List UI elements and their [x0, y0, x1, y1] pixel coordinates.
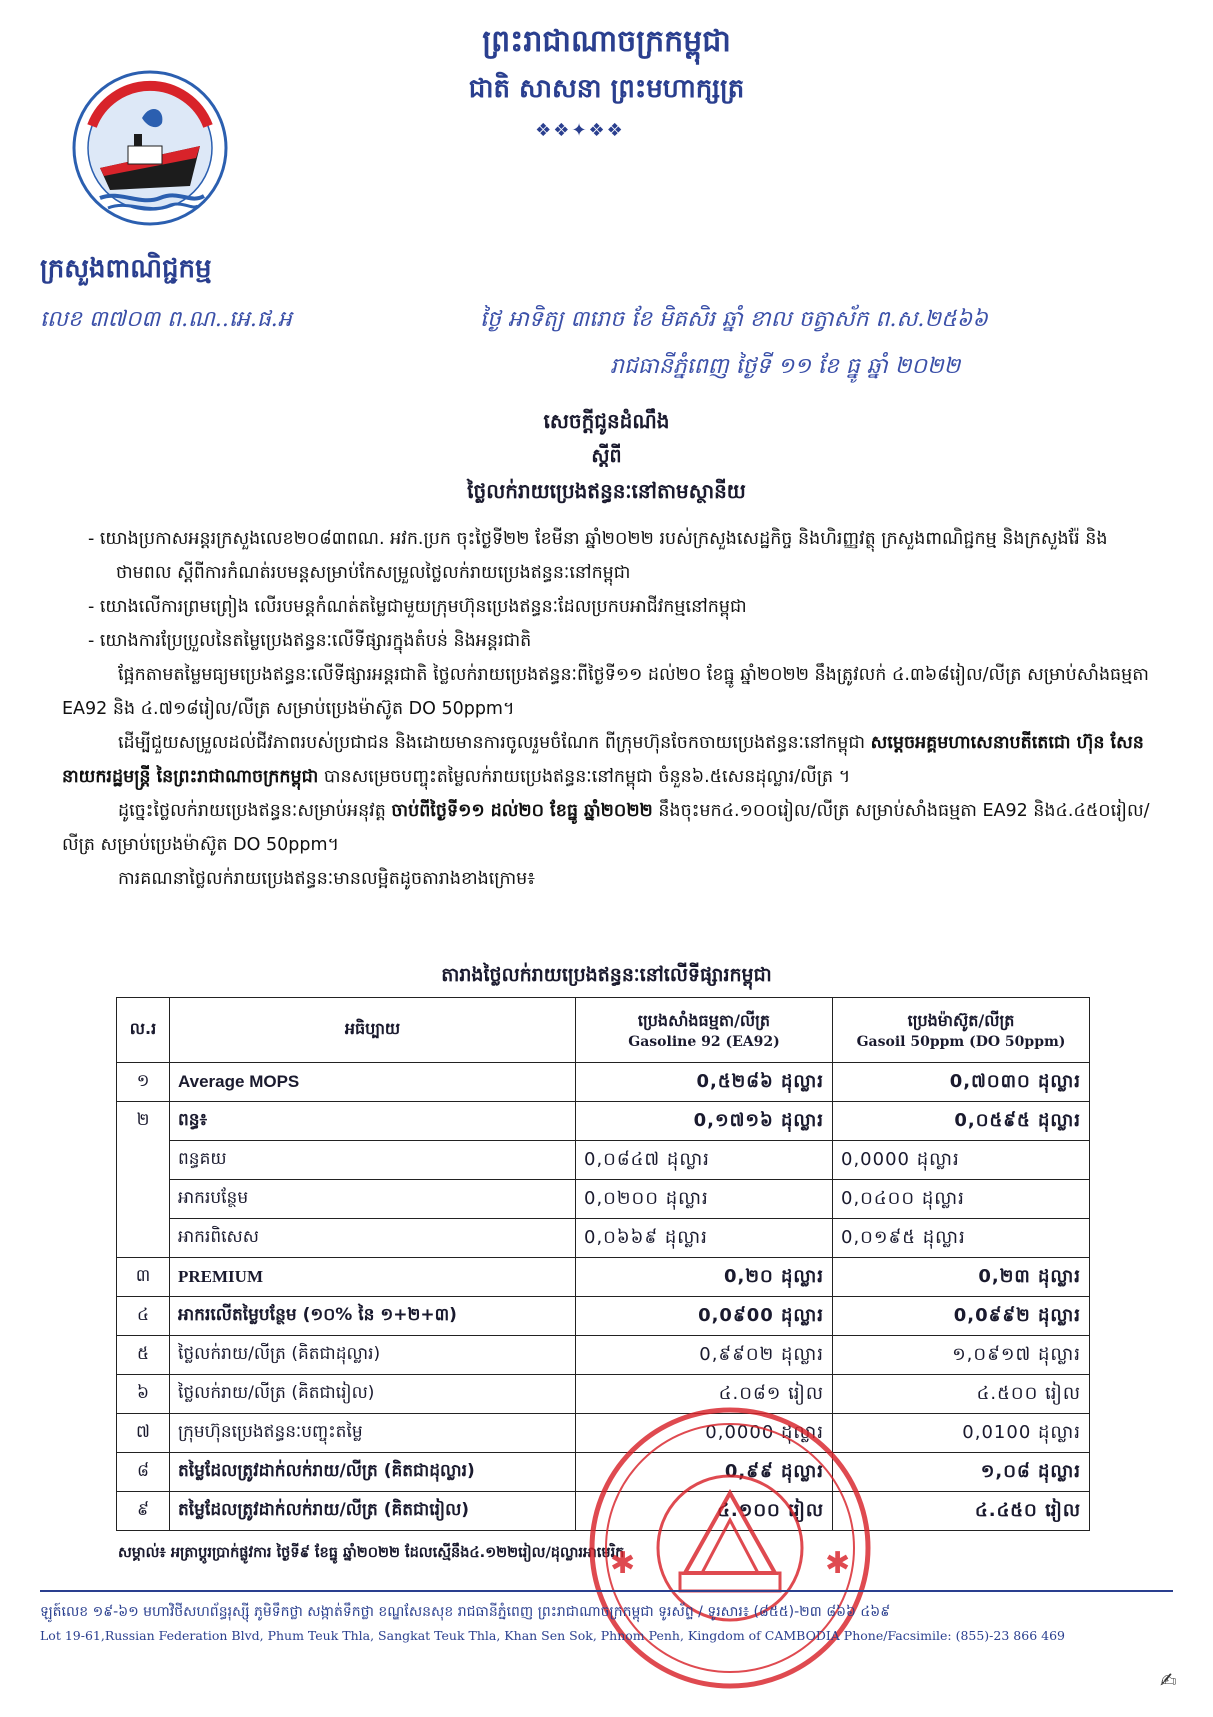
svg-text:✱: ✱ [825, 1546, 851, 1581]
row-diesel: 0,៧០៣០ ដុល្លារ [833, 1063, 1090, 1102]
header-diesel [833, 998, 1090, 1063]
paragraph-discount-bold: សម្តេចអគ្គមហាសេនាបតីតេជោ ហ៊ុន សែន នាយករដ្ឋមន្ត្រី នៃព្រះរាជាណាចក្រកម្ពុជា [62, 733, 1144, 787]
row-desc: Average MOPS [170, 1063, 576, 1102]
row-gas: 0,៩៩០២ ដុល្លារ [576, 1336, 833, 1375]
row-no: ២ [117, 1102, 170, 1141]
header-gasoline-en: Gasoline 92 (EA92) [628, 1034, 780, 1050]
row-desc: តម្លៃដែលត្រូវដាក់លក់រាយ/លីត្រ (គិតជាដុល្លារ) [170, 1453, 576, 1492]
header-no: ល.រ [117, 998, 170, 1063]
footer-divider [40, 1590, 1173, 1592]
paragraph-discount [62, 726, 1152, 794]
notice-subject-label: ស្តីពី [591, 445, 622, 467]
paragraph-market-price: ផ្អែកតាមតម្លៃមធ្យមប្រេងឥន្ធនៈលើទីផ្សារអន្តរជាតិ ថ្លៃលក់រាយប្រេងឥន្ធនៈពីថ្ងៃទី១១ ដល់២០ ខែធ្នូ ឆ្នាំ២០២២ នឹងត្រូវលក់ ៤.៣៦៨រៀល/លីត្រ សម្រាប់សាំងធម្មតា EA92 និង ៤.៧១៨រៀល/លីត្រ សម្រាប់ប្រេងម៉ាស៊ូត DO 50ppm។ [62, 665, 1149, 719]
row-gas: 0,១៧១៦ ដុល្លារ [576, 1102, 833, 1141]
header-diesel-en: Gasoil 50ppm (DO 50ppm) [856, 1034, 1066, 1050]
row-desc: ពន្ធ៖ [170, 1102, 576, 1141]
row-desc: ថ្លៃលក់រាយ/លីត្រ (គិតជាដុល្លារ) [170, 1336, 576, 1375]
header-description: អធិប្បាយ [170, 998, 576, 1063]
row-diesel: 0,២៣ ដុល្លារ [833, 1258, 1090, 1297]
notice-body [62, 522, 1152, 896]
row-gas: 0,៩៩ ដុល្លារ [576, 1453, 833, 1492]
header-gasoline-kh: ប្រេងសាំងធម្មតា/លីត្រ [637, 1011, 771, 1030]
ministry-logo [70, 68, 230, 228]
handwritten-initials: ✍ [1160, 1668, 1177, 1692]
reference-bullet-1: - យោងប្រកាសអន្តរក្រសួងលេខ២០៨៣ពណ. អវក.ប្រក ចុះថ្ងៃទី២២ ខែមីនា ឆ្នាំ២០២២ របស់ក្រសួងសេដ្ឋកិច្ច និងហិរញ្ញវត្ថុ ក្រសួងពាណិជ្ជកម្ម និងក្រសួងរ៉ែ និងថាមពល ស្តីពីការកំណត់របមន្តសម្រាប់កែសម្រួលថ្លៃលក់រាយប្រេងឥន្ធនៈនៅកម្ពុជា [88, 529, 1108, 583]
row-no [117, 1180, 170, 1219]
row-no: ១ [117, 1063, 170, 1102]
row-no: ៦ [117, 1375, 170, 1414]
row-gas: 0,៥២៨៦ ដុល្លារ [576, 1063, 833, 1102]
row-no: ៨ [117, 1453, 170, 1492]
paragraph-final-text-a: ដូច្នេះថ្លៃលក់រាយប្រេងឥន្ធនៈសម្រាប់អនុវត្ត [118, 801, 386, 821]
row-desc: PREMIUM [170, 1258, 576, 1297]
row-desc: ថ្លៃលក់រាយ/លីត្រ (គិតជារៀល) [170, 1375, 576, 1414]
motto-heading: ជាតិ សាសនា ព្រះមហាក្សត្រ [468, 74, 745, 104]
exchange-rate-note: សម្គាល់៖ អត្រាប្តូរប្រាក់ផ្លូវការ ថ្ងៃទី៩ ខែធ្នូ ឆ្នាំ២០២២ ដែលស្មើនឹង៤.១២២រៀល/ដុល្លារអាមេរិក [118, 1545, 625, 1561]
table-row [117, 1219, 1090, 1258]
official-stamp [580, 1398, 880, 1698]
row-no: ៩ [117, 1492, 170, 1531]
row-desc: ក្រុមហ៊ុនប្រេងឥន្ធនៈបញ្ចុះតម្លៃ [170, 1414, 576, 1453]
row-gas: ៤.០៨១ រៀល [576, 1375, 833, 1414]
footer-address-en: Lot 19-61,Russian Federation Blvd, Phum Teuk Thla, Sangkat Teuk Thla, Khan Sen Sok, Phnom Penh, Kingdom of CAMBODIA Phone/Facsimile: (855)-23 866 469 [40, 1628, 1065, 1643]
table-row [117, 1258, 1090, 1297]
paragraph-final-text-b: នឹងចុះមក៤.១០០រៀល/លីត្រ សម្រាប់សាំងធម្មតា EA92 និង៤.៤៥០រៀល/លីត្រ សម្រាប់ប្រេងម៉ាស៊ូត DO 50ppm។ [62, 801, 1150, 855]
kingdom-heading: ព្រះរាជាណាចក្រកម្ពុជា [482, 24, 731, 59]
table-title: តារាងថ្លៃលក់រាយប្រេងឥន្ធនៈនៅលើទីផ្សារកម្ពុជា [441, 964, 772, 986]
row-gas: 0,០២០០ ដុល្លារ [576, 1180, 833, 1219]
civil-date: រាជធានីភ្នំពេញ ថ្ងៃទី ១១ ខែ ធ្នូ ឆ្នាំ ២០២២ [610, 354, 961, 379]
row-desc: អាករលើតម្លៃបន្ថែម (១០% នៃ ១+២+៣) [170, 1297, 576, 1336]
ornament-divider: ❖❖✦❖❖ [535, 120, 625, 141]
row-gas: 0,២០ ដុល្លារ [576, 1258, 833, 1297]
table-row [117, 1336, 1090, 1375]
reference-bullet-3: - យោងការប្រែប្រួលនៃតម្លៃប្រេងឥន្ធនៈលើទីផ្សារក្នុងតំបន់ និងអន្តរជាតិ [88, 631, 532, 651]
header-diesel-kh: ប្រេងម៉ាស៊ូត/លីត្រ [907, 1011, 1015, 1030]
svg-text:✱: ✱ [610, 1546, 636, 1581]
row-diesel: ៤.៥០០ រៀល [833, 1375, 1090, 1414]
row-diesel: 0,០១៩៥ ដុល្លារ [833, 1219, 1090, 1258]
reference-bullet-2: - យោងលើការព្រមព្រៀង លើរបមន្តកំណត់តម្លៃជាមួយក្រុមហ៊ុនប្រេងឥន្ធនៈដែលប្រកបអាជីវកម្មនៅកម្ពុជា [88, 597, 747, 617]
row-no: ៧ [117, 1414, 170, 1453]
row-no [117, 1141, 170, 1180]
paragraph-final-bold: ចាប់ពីថ្ងៃទី១១ ដល់២០ ខែធ្នូ ឆ្នាំ២០២២ [391, 801, 653, 821]
reference-number: លេខ ៣៧០៣ ព.ណ..អេ.ផ.អ [40, 307, 292, 332]
row-desc: ពន្ធគយ [170, 1141, 576, 1180]
row-desc: អាករបន្ថែម [170, 1180, 576, 1219]
row-no: ៥ [117, 1336, 170, 1375]
row-gas: 0,០៨៤៧ ដុល្លារ [576, 1141, 833, 1180]
paragraph-discount-text-a: ដើម្បីជួយសម្រួលដល់ជីវភាពរបស់ប្រជាជន និងដោយមានការចូលរួមចំណែក ពីក្រុមហ៊ុនចែកចាយប្រេងឥន្ធនៈនៅកម្ពុជា [118, 733, 866, 753]
row-gas: 0,0000 ដុល្លារ [576, 1414, 833, 1453]
row-diesel: ១,០៩១៧ ដុល្លារ [833, 1336, 1090, 1375]
notice-subject: ថ្លៃលក់រាយប្រេងឥន្ធនៈនៅតាមស្ថានីយ [467, 479, 746, 503]
table-row [117, 1141, 1090, 1180]
table-row [117, 1180, 1090, 1219]
header-gasoline [576, 998, 833, 1063]
notice-title: សេចក្តីជូនដំណឹង [543, 409, 670, 433]
lunar-date: ថ្ងៃ អាទិត្យ ៣រោច ខែ មិគសិរ ឆ្នាំ ខាល ចត្វាស័ក ព.ស.២៥៦៦ [480, 307, 988, 332]
row-diesel: 0,០៤០០ ដុល្លារ [833, 1180, 1090, 1219]
row-diesel: ៤.៤៥០ រៀល [833, 1492, 1090, 1531]
row-gas: ៤.១០០ រៀល [576, 1492, 833, 1531]
footer-address-kh: ឡូត៍លេខ ១៩-៦១ មហាវិថីសហព័ន្ធរុស្ស៊ី ភូមិទឹកថ្លា សង្កាត់ទឹកថ្លា ខណ្ឌសែនសុខ រាជធានីភ្នំពេញ ព្រះរាជាណាចក្រកម្ពុជា ទូរស័ព្ទ / ទូរសារ៖ (៨៥៥)-២៣ ៨៦៦ ៤៦៩ [40, 1604, 891, 1620]
paragraph-final-price [62, 794, 1152, 862]
table-row [117, 1063, 1090, 1102]
table-row [117, 1102, 1090, 1141]
row-gas: 0,0៩00 ដុល្លារ [576, 1297, 833, 1336]
row-diesel: ១,០៨ ដុល្លារ [833, 1453, 1090, 1492]
row-diesel: 0,0៩៩២ ដុល្លារ [833, 1297, 1090, 1336]
row-no: ៤ [117, 1297, 170, 1336]
row-diesel: 0,០៥៩៥ ដុល្លារ [833, 1102, 1090, 1141]
table-header-row [117, 998, 1090, 1063]
row-diesel: 0,0000 ដុល្លារ [833, 1141, 1090, 1180]
ministry-name: ក្រសួងពាណិជ្ជកម្ម [40, 254, 212, 284]
row-no: ៣ [117, 1258, 170, 1297]
paragraph-discount-text-b: បានសម្រេចបញ្ចុះតម្លៃលក់រាយប្រេងឥន្ធនៈនៅកម្ពុជា ចំនួន៦.៥សេនដុល្លារ/លីត្រ ។ [323, 767, 851, 787]
row-desc: តម្លៃដែលត្រូវដាក់លក់រាយ/លីត្រ (គិតជារៀល) [170, 1492, 576, 1531]
paragraph-table-intro: ការគណនាថ្លៃលក់រាយប្រេងឥន្ធនៈមានលម្អិតដូចតារាងខាងក្រោម៖ [118, 869, 535, 889]
row-no [117, 1219, 170, 1258]
row-gas: 0,០៦៦៩ ដុល្លារ [576, 1219, 833, 1258]
table-row [117, 1297, 1090, 1336]
row-desc: អាករពិសេស [170, 1219, 576, 1258]
row-diesel: 0,0100 ដុល្លារ [833, 1414, 1090, 1453]
